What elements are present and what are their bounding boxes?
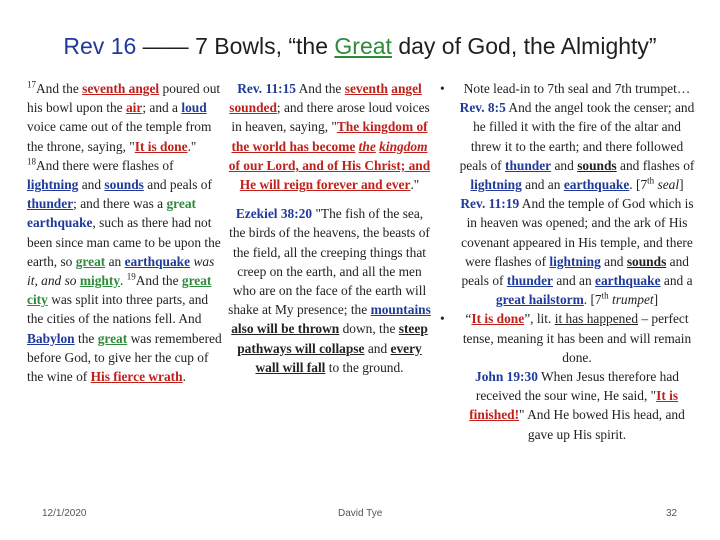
footer-date: 12/1/2020 (42, 508, 87, 519)
text: . (120, 273, 124, 289)
text: an (108, 253, 122, 269)
note-bullet (440, 79, 696, 98)
highlight: seventh angel (82, 81, 160, 96)
text: and (81, 177, 102, 193)
scripture-reference: John 19:30 (475, 369, 538, 385)
page-number: 32 (666, 508, 678, 519)
text: and an (525, 177, 561, 193)
text: and (604, 253, 624, 269)
highlight: the (358, 138, 376, 154)
text: , such as there had not been since man came to be upon the earth, so (27, 215, 221, 269)
text: the (78, 330, 95, 346)
bullet-icon: • (440, 311, 445, 327)
text: And there were flashes of (36, 157, 174, 173)
highlight: of our Lord, and of His Christ; and He will reign forever and ever (228, 157, 431, 193)
text: ; and there arose loud voices in heaven, saying, " (231, 100, 430, 135)
text: And the (135, 273, 179, 289)
text: . (182, 369, 186, 385)
text: th (601, 290, 609, 301)
verse-num: 17 (27, 79, 36, 90)
highlight: it has happened (554, 311, 639, 327)
rev-8-5 (440, 98, 696, 194)
highlight: It is done (471, 311, 525, 327)
text: ." (187, 138, 197, 154)
text: ”, lit. (524, 311, 552, 327)
text: Note lead-in to 7th seal and 7th trumpet… (463, 81, 691, 96)
highlight: lightning (470, 177, 522, 193)
verse-num: 18 (27, 156, 36, 167)
text: was remembered before God, to give her the cup of the wine of (27, 330, 222, 385)
highlight: also will be thrown (231, 321, 340, 337)
title-post: day of God, the Almighty” (398, 33, 657, 59)
highlight: steep pathways will collapse (237, 321, 428, 356)
text: And the (298, 81, 342, 96)
text: ] (679, 177, 684, 193)
highlight: earthquake (595, 273, 661, 289)
highlight: air (125, 100, 143, 116)
text: and peals of (461, 253, 689, 289)
highlight: kingdom (379, 138, 428, 154)
it-is-done-bullet (440, 309, 696, 367)
highlight: It is finished! (469, 388, 679, 423)
scripture-reference: Rev. 11:19 (460, 196, 520, 212)
title-great: Great (334, 33, 392, 59)
rev16-passage (27, 79, 223, 386)
highlight: It is done (134, 138, 188, 154)
text: was it, and so (27, 253, 215, 289)
text: trumpet (612, 292, 654, 308)
text: th (647, 175, 655, 186)
text: – perfect tense, meaning it has been and will remain done. (462, 311, 692, 365)
highlight: great (166, 196, 196, 212)
text: seal (657, 177, 680, 193)
highlight: sounds (104, 177, 144, 193)
rev-11-19 (440, 194, 696, 309)
text: poured out his bowl upon the (27, 81, 221, 116)
highlight: seventh (344, 81, 388, 96)
text: was split into three parts, and the cities of the nations fell. And (27, 292, 209, 327)
text: . [7 (629, 177, 648, 193)
highlight: earthquake (124, 253, 191, 269)
highlight: loud (181, 100, 207, 116)
highlight: earthquake (27, 215, 93, 231)
highlight: sounds (626, 253, 667, 269)
bullet-icon: • (440, 81, 445, 96)
highlight: Babylon (27, 330, 75, 346)
highlight: earthquake (563, 177, 630, 193)
highlight: great (75, 253, 106, 269)
text: down, the (342, 321, 396, 337)
highlight: lightning (27, 177, 79, 193)
highlight: mountains (370, 302, 431, 318)
text: and a (663, 273, 693, 289)
highlight: great city (27, 273, 212, 308)
text: ] (653, 292, 659, 308)
footer-author: David Tye (338, 508, 383, 519)
highlight: every wall will fall (255, 340, 422, 375)
text: ." (410, 177, 420, 193)
text: And the (36, 81, 79, 96)
title-pre: 7 Bowls, “the (195, 33, 329, 59)
title-reference: Rev 16 (63, 33, 137, 59)
scripture-reference: Ezekiel 38:20 (235, 206, 313, 222)
highlight: sounds (577, 157, 617, 173)
text: . [7 (583, 292, 602, 308)
highlight: great (97, 330, 128, 346)
title-dash: —— (142, 33, 189, 59)
text: and (554, 157, 574, 173)
text: ; and there was a (73, 196, 164, 212)
text: And the temple of God which is in heaven was opened; and the ark of His covenant appeared in His temple, and there were flashes of (461, 196, 694, 269)
scripture-reference: Rev. 11:15 (237, 81, 296, 96)
text: and peals of (147, 177, 212, 193)
highlight: thunder (27, 196, 74, 212)
text: "The fish of the sea, the birds of the heavens, the beasts of the field, all the creeping things that creep on the earth, and all the men who are on the face of the earth will shake at My presence; the (228, 206, 430, 318)
text: voice came out of the temple from the throne, saying, " (27, 119, 212, 154)
highlight: mighty (79, 273, 121, 289)
text: to the ground. (328, 359, 404, 375)
text: And the angel took the censer; and he filled it with the fire of the altar and threw it to the earth; and there followed peals of (459, 100, 695, 173)
highlight: thunder (506, 273, 553, 289)
text: ; and a (142, 100, 179, 116)
verse-num: 19 (126, 271, 136, 282)
text: and flashes of (620, 157, 695, 173)
highlight: angel sounded (229, 81, 422, 116)
highlight: thunder (504, 157, 552, 173)
slide-title (0, 33, 720, 60)
highlight: His fierce wrath (90, 369, 183, 385)
cross-references-middle (227, 79, 432, 377)
scripture-reference: Rev. 8:5 (459, 100, 506, 116)
john-19-30 (440, 367, 696, 444)
highlight: great hailstorm (495, 292, 584, 308)
highlight: lightning (549, 253, 601, 269)
text: and an (556, 273, 592, 289)
highlight: The kingdom of the world has become (231, 119, 428, 154)
cross-references-right (440, 79, 696, 444)
text: When Jesus therefore had received the sour wine, He said, " (475, 369, 679, 404)
text: “ (465, 311, 472, 327)
text: and (367, 340, 388, 356)
text: " And He bowed His head, and gave up His spirit. (519, 407, 685, 442)
